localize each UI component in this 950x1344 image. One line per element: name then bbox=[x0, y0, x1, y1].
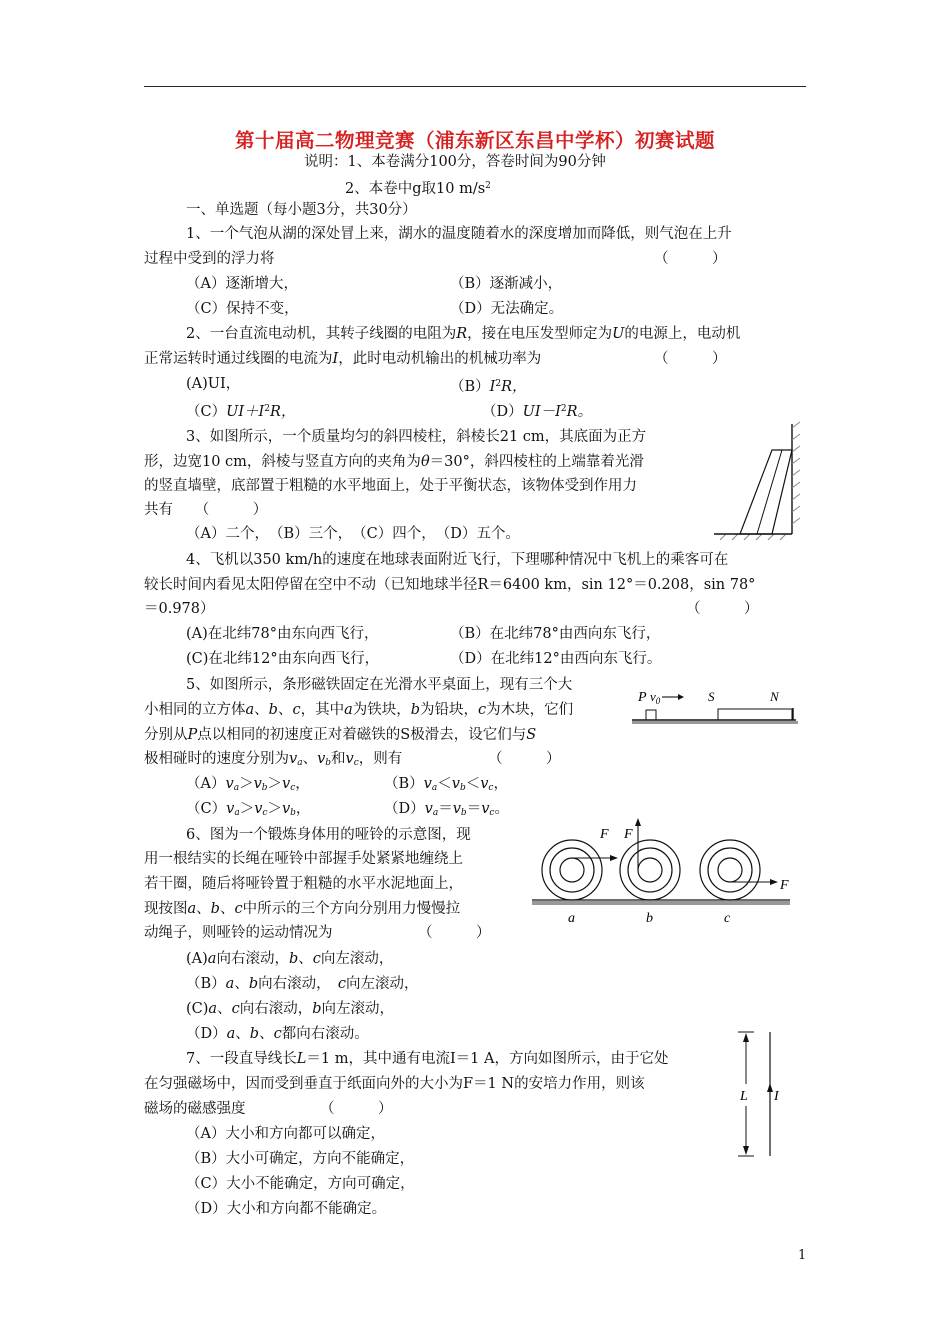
q3-line-1: 3、如图所示，一个质量均匀的斜四棱柱，斜棱长21 cm，其底面为正方 bbox=[186, 429, 647, 445]
q5-line-3: 分别从P点以相同的初速度正对着磁铁的S极滑去，设它们与S bbox=[144, 727, 537, 743]
q6-fig-label-F-c: F bbox=[780, 878, 789, 893]
q4-line-2: 较长时间内看见太阳停留在空中不动（已知地球半径R＝6400 km，sin 12°＝0.208，sin 78° bbox=[144, 577, 756, 593]
q6-line-3: 若干圈，随后将哑铃置于粗糙的水平水泥地面上， bbox=[144, 876, 463, 892]
q3-line-3: 的竖直墙壁，底部置于粗糙的水平地面上，处于平衡状态，该物体受到作用力 bbox=[144, 478, 637, 494]
header-rule bbox=[144, 86, 806, 87]
q7-option-b: （B）大小可确定，方向不能确定， bbox=[186, 1151, 415, 1167]
note-2: 2、本卷中g取10 $m/s^2$ bbox=[345, 181, 491, 197]
q5-figure-magnet bbox=[628, 684, 804, 726]
q4-option-b: （B）在北纬78°由西向东飞行， bbox=[450, 626, 661, 642]
q4-option-d: （D）在北纬12°由西向东飞行。 bbox=[450, 651, 662, 667]
section-heading: 一、单选题（每小题3分，共30分） bbox=[186, 202, 417, 218]
q5-option-b: $(B)v_a<v_b<v_c$， bbox=[384, 776, 508, 793]
q6-line-1: 6、图为一个锻炼身体用的哑铃的示意图，现 bbox=[186, 827, 471, 843]
q6-fig-label-b: b bbox=[646, 911, 653, 926]
q7-line-2: 在匀强磁场中，因而受到垂直于纸面向外的大小为F＝1 N的安培力作用，则该 bbox=[144, 1076, 645, 1092]
q4-line-3: ＝0.978） bbox=[144, 601, 215, 617]
q2-option-b: $(B)I^2R$， bbox=[450, 379, 527, 395]
note-1: 说明：1、本卷满分100分，答卷时间为90分钟 bbox=[304, 154, 606, 170]
q3-options: （A）二个， （B）三个， （C）四个， （D）五个。 bbox=[186, 526, 520, 542]
q2-line-1: 2、一台直流电动机，其转子线圈的电阻为R，接在电压发型师定为U的电源上，电动机 bbox=[186, 326, 741, 342]
q3-line-4: 共有 （ ） bbox=[144, 502, 268, 518]
q4-line-1: 4、飞机以350 km/h的速度在地球表面附近飞行，下理哪种情况中飞机上的乘客可在 bbox=[186, 552, 729, 568]
q4-option-a: (A)在北纬78°由东向西飞行， bbox=[186, 626, 379, 642]
q1-line-2: 过程中受到的浮力将 bbox=[144, 251, 275, 267]
q5-line-4: 极相碰时的速度分别为$v_a$、$v_b$和$v_c$，则有 bbox=[144, 751, 403, 768]
q1-option-b: （B）逐渐减小， bbox=[450, 276, 563, 292]
q6-line-4: 现按图a、b、c中所示的三个方向分别用力慢慢拉 bbox=[144, 901, 461, 917]
q3-figure-prism-wall bbox=[710, 418, 806, 538]
q1-answer-blank: （ ） bbox=[654, 251, 727, 267]
q4-option-c: (C)在北纬12°由东向西飞行， bbox=[186, 651, 380, 667]
q7-option-d: （D）大小和方向都不能确定。 bbox=[186, 1201, 387, 1217]
q5-fig-label-S: S bbox=[708, 689, 715, 704]
q2-option-d: $(D)UI-I^2R$。 bbox=[482, 404, 592, 420]
page-title: 第十届高二物理竞赛（浦东新区东昌中学杯）初赛试题 bbox=[234, 129, 715, 152]
q1-option-d: （D）无法确定。 bbox=[450, 301, 564, 317]
q1-line-1: 1、一个气泡从湖的深处冒上来，湖水的温度随着水的深度增加而降低，则气泡在上升 bbox=[186, 226, 732, 242]
q7-fig-label-L: L bbox=[740, 1089, 748, 1104]
q5-option-c: $(C)v_a>v_c>v_b$， bbox=[186, 801, 311, 818]
q6-line-5: 动绳子，则哑铃的运动情况为 bbox=[144, 925, 333, 941]
q2-option-c: $(C)UI+I^2R$， bbox=[186, 404, 296, 420]
q6-fig-label-F-a: F bbox=[600, 827, 609, 842]
q7-fig-label-I: I bbox=[774, 1089, 779, 1104]
q5-fig-label-v0: $v_0$ bbox=[650, 689, 661, 706]
q1-option-a: （A）逐渐增大， bbox=[186, 276, 298, 292]
q2-answer-blank: （ ） bbox=[654, 351, 727, 367]
q7-figure-wire bbox=[730, 1026, 786, 1164]
q6-option-c: (C)a、c向右滚动，b向左滚动， bbox=[186, 1001, 394, 1017]
q6-fig-label-F-b: F bbox=[624, 827, 633, 842]
q7-line-3: 磁场的磁感强度 bbox=[144, 1101, 246, 1117]
q5-answer-blank: （ ） bbox=[488, 751, 561, 767]
q5-line-2: 小相同的立方体a、b、c，其中a为铁块，b为铅块，c为木块，它们 bbox=[144, 702, 574, 718]
q6-answer-blank: （ ） bbox=[418, 925, 491, 941]
q2-line-2: 正常运转时通过线圈的电流为I，此时电动机输出的机械功率为 bbox=[144, 351, 542, 367]
q7-option-c: （C）大小不能确定，方向可确定， bbox=[186, 1176, 415, 1192]
q5-line-1: 5、如图所示，条形磁铁固定在光滑水平桌面上，现有三个大 bbox=[186, 677, 573, 693]
q5-fig-label-P: P bbox=[638, 690, 647, 705]
page-number: 1 bbox=[798, 1248, 807, 1263]
q5-option-a: $(A)v_a>v_b>v_c$， bbox=[186, 776, 310, 793]
q5-fig-label-N: N bbox=[770, 689, 779, 704]
q3-line-2: 形，边宽10 cm，斜棱与竖直方向的夹角为θ＝30°，斜四棱柱的上端靠着光滑 bbox=[144, 454, 644, 470]
q6-option-a: (A)a向右滚动，b、c向左滚动， bbox=[186, 951, 394, 967]
q2-option-a: (A)UI， bbox=[186, 376, 241, 392]
q6-line-2: 用一根结实的长绳在哑铃中部握手处紧紧地缠绕上 bbox=[144, 851, 463, 867]
q6-fig-label-c: c bbox=[724, 911, 731, 926]
q6-option-d: （D）a、b、c都向右滚动。 bbox=[186, 1026, 369, 1042]
q6-option-b: （B）a、b向右滚动， c向左滚动， bbox=[186, 976, 419, 992]
q5-option-d: $(D)v_a=v_b=v_c$。 bbox=[384, 801, 509, 818]
q6-figure-dumbbells bbox=[528, 818, 796, 930]
q4-answer-blank: （ ） bbox=[686, 601, 759, 617]
q1-option-c: （C）保持不变， bbox=[186, 301, 299, 317]
q7-line-1: 7、一段直导线长L＝1 m，其中通有电流I＝1 A，方向如图所示，由于它处 bbox=[186, 1051, 669, 1067]
q7-option-a: （A）大小和方向都可以确定， bbox=[186, 1126, 385, 1142]
q6-fig-label-a: a bbox=[568, 911, 575, 926]
q7-answer-blank: （ ） bbox=[320, 1101, 393, 1117]
